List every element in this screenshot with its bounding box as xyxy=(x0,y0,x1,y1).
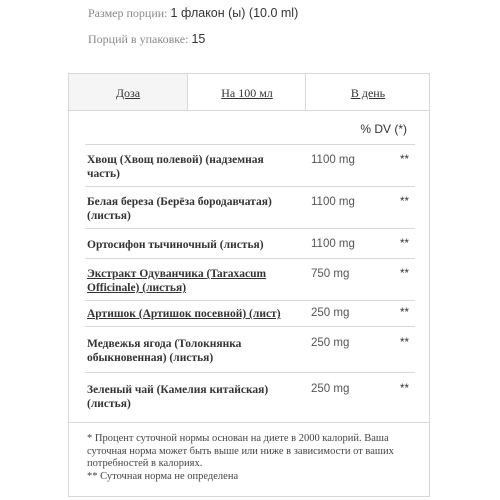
serving-size-label: Размер порции: xyxy=(88,6,168,20)
tab-per-day[interactable]: В день xyxy=(305,74,430,110)
ingredient-row xyxy=(85,258,415,301)
ingredient-dv: ** xyxy=(400,268,409,280)
tab-bar xyxy=(69,74,429,111)
tab-per-100ml[interactable]: На 100 мл xyxy=(187,74,306,110)
ingredient-dv: ** xyxy=(400,307,409,319)
ingredient-amount: 1100 mg xyxy=(311,154,355,166)
supplement-facts-panel xyxy=(68,73,430,497)
daily-value-footnote xyxy=(69,422,429,496)
ingredient-row xyxy=(85,326,415,373)
ingredient-amount: 250 mg xyxy=(311,307,350,319)
ingredient-name: Белая береза (Берёза бородавчатая) (листья) xyxy=(87,196,272,222)
servings-per-container xyxy=(88,32,205,47)
ingredient-amount: 250 mg xyxy=(311,383,350,395)
ingredient-name: Ортосифон тычиночный (листья) xyxy=(87,239,264,251)
ingredient-amount: 1100 mg xyxy=(311,196,355,208)
ingredient-dv: ** xyxy=(400,238,409,250)
ingredient-dv: ** xyxy=(400,154,409,166)
ingredient-amount: 1100 mg xyxy=(311,238,355,250)
ingredient-row xyxy=(85,300,415,327)
ingredient-dv: ** xyxy=(400,196,409,208)
tab-dose[interactable]: Доза xyxy=(69,74,187,110)
ingredient-name: Медвежья ягода (Толокнянка обыкновенная) (листья) xyxy=(87,338,242,364)
serving-size xyxy=(88,6,298,21)
ingredient-row xyxy=(85,186,415,229)
ingredient-dv: ** xyxy=(400,337,409,349)
ingredient-amount: 250 mg xyxy=(311,337,350,349)
footnote-not-established: ** Суточная норма не определена xyxy=(87,470,239,482)
daily-value-header: % DV (*) xyxy=(360,122,407,136)
ingredient-row xyxy=(85,228,415,259)
ingredient-dv: ** xyxy=(400,383,409,395)
ingredient-row xyxy=(85,144,415,187)
ingredient-row xyxy=(85,372,415,417)
ingredient-name-link[interactable]: Экстракт Одуванчика (Taraxacum Officinale) (листья) xyxy=(87,268,267,294)
footnote-daily-value: * Процент суточной нормы основан на диете в 2000 калорий. Ваша суточная норма может быть выше или ниже в зависимости от ваших потребностей в калориях. xyxy=(87,433,394,469)
ingredient-name: Хвощ (Хвощ полевой) (надземная часть) xyxy=(87,154,264,180)
servings-value: 15 xyxy=(191,32,206,46)
ingredient-name: Зеленый чай (Камелия китайская) (листья) xyxy=(87,384,269,410)
ingredient-name-link[interactable]: Артишок (Артишок посевной) (лист) xyxy=(87,308,281,320)
serving-size-value: 1 флакон (ы) (10.0 ml) xyxy=(170,6,299,20)
ingredient-amount: 750 mg xyxy=(311,268,350,280)
servings-label: Порций в упаковке: xyxy=(88,32,189,46)
